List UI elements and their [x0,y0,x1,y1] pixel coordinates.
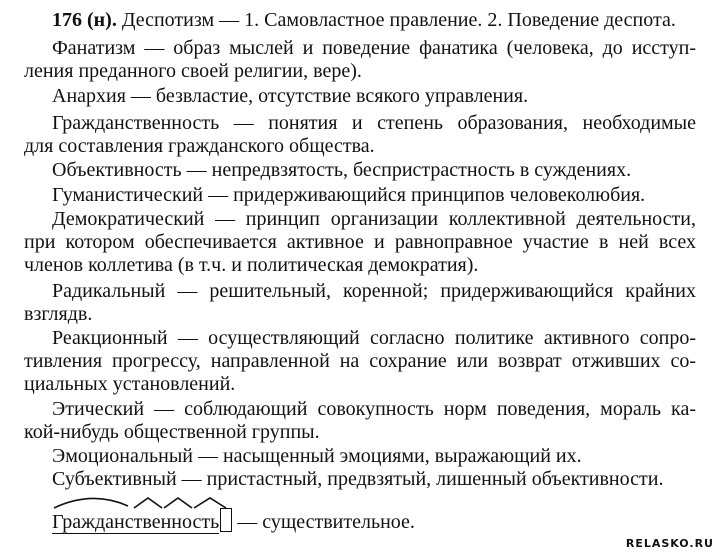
exercise-heading [52,8,696,32]
text-line: Радикальный — решительный, коренной; придерживающийся крайних [52,280,696,302]
text-line: циальных установлений. [24,373,236,395]
text-line: Субъективный — пристастный, предвзятый, лишенный объективности. [52,468,664,490]
zero-ending-box [220,508,232,532]
exercise-number: 176 (н). [52,9,117,31]
text-line: Анархия — безвластие, отсутствие всякого управления. [52,85,529,107]
text-line: Объективность — непредвзятость, беспристрастность в суждениях. [52,159,632,181]
text-line: Деспотизм — 1. Самовластное правление. 2. Поведение деспота. [121,9,676,31]
text-line: при котором обеспечивается активное и равноправное участие в ней всех [24,231,696,253]
morphemic-analysis [52,508,415,534]
morpheme-marks-icon [52,492,252,510]
text-line: тивления прогрессу, направленной на сохрание или возврат отживших со- [24,350,696,372]
analyzed-word: Гражданственность [52,511,220,533]
text-line: кой-нибудь общественной группы. [24,421,320,443]
text-line: Гражданственность — понятия и степень образования, необходимые [52,112,696,134]
text-line: Этический — соблюдающий совокупность норм поведения, мораль ка- [52,398,696,420]
text-line: для составления гражданского общества. [24,135,375,157]
text-line: Эмоциональный — насыщенный эмоциями, выражающий их. [52,445,582,467]
text-line: Реакционный — осуществляющий согласно политике активного сопро- [52,327,696,349]
text-line: взглядв. [24,303,93,325]
text-line: членов коллетива (в т.ч. и политическая демократия). [24,254,479,276]
text-line: ления преданного своей религии, вере). [24,60,362,82]
text-line: Гуманистический — придерживающийся принципов человеколюбия. [52,184,646,206]
text-line: Фанатизм — образ мыслей и поведение фанатика (человека, до исступ- [52,37,696,59]
watermark: RELASKO.RU [625,537,714,550]
text-line: Демократический — принцип организации коллективной деятельности, [52,208,696,230]
analysis-part-of-speech: — существительное. [232,511,415,533]
